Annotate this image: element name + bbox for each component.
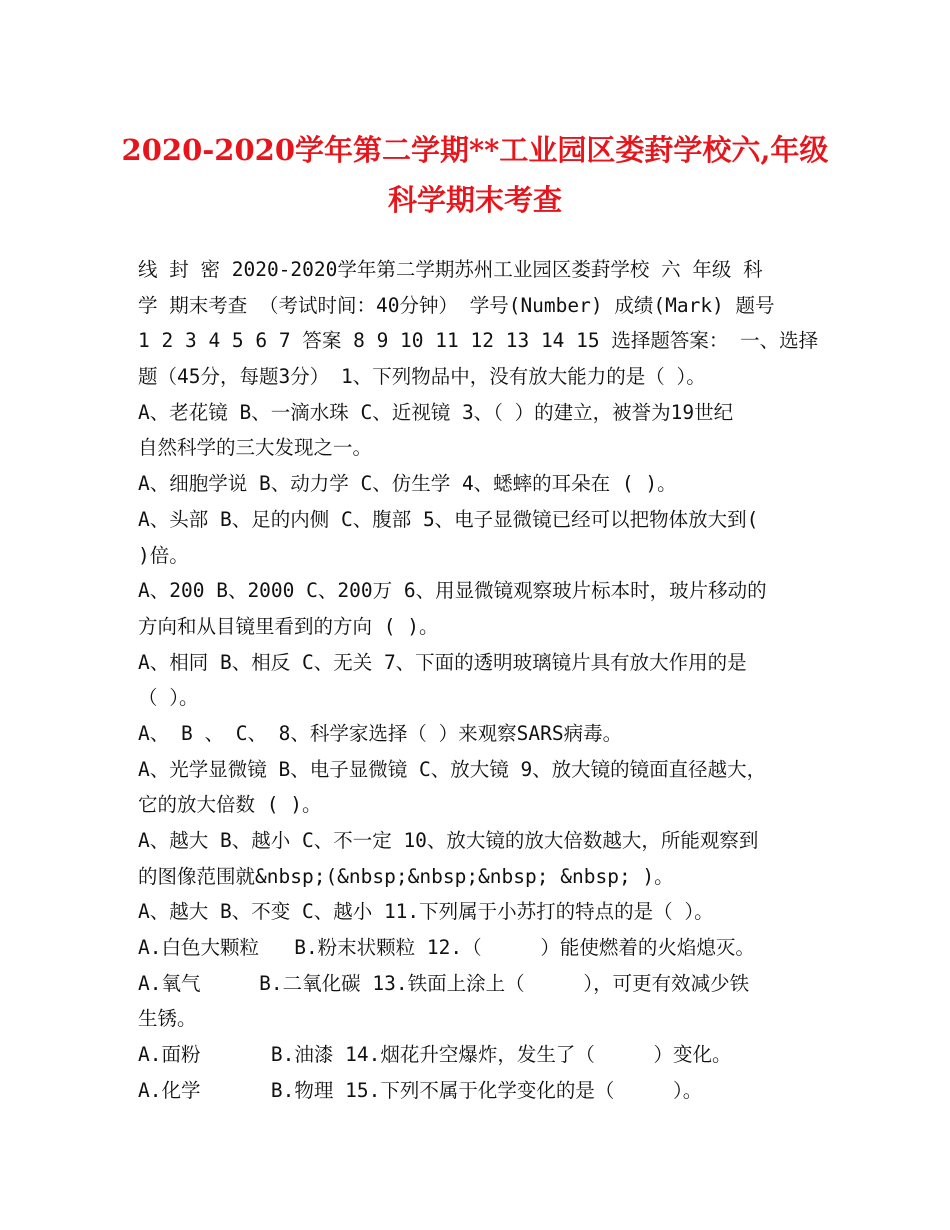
body-line: A、光学显微镜 B、电子显微镜 C、放大镜 9、放大镜的镜面直径越大，	[138, 757, 767, 781]
body-line: A、 B 、 C、 8、科学家选择（ ）来观察SARS病毒。	[138, 721, 623, 745]
body-line: A、老花镜 B、一滴水珠 C、近视镜 3、（ ）的建立，被誉为19世纪	[138, 400, 734, 424]
body-line: 生锈。	[138, 1007, 197, 1031]
document-title-line-2: 科学期末考查	[387, 183, 562, 217]
body-line: 方向和从目镜里看到的方向 ( )。	[138, 614, 439, 638]
document-title-line-1: 2020-2020学年第二学期**工业园区娄葑学校六,年级	[121, 133, 829, 167]
body-line: 它的放大倍数 ( )。	[138, 793, 322, 817]
document-body	[138, 252, 818, 1109]
body-line: )倍。	[138, 543, 189, 567]
body-line: A.面粉 B.油漆 14.烟花升空爆炸，发生了（ ）变化。	[138, 1043, 732, 1067]
body-line: A、越大 B、越小 C、不一定 10、放大镜的放大倍数越大，所能观察到	[138, 829, 759, 852]
body-line: A、细胞学说 B、动力学 C、仿生学 4、蟋蟀的耳朵在 ( )。	[138, 472, 677, 496]
body-line: 题（45分，每题3分） 1、下列物品中，没有放大能力的是（ ）。	[138, 365, 706, 389]
body-line: （ ）。	[138, 686, 199, 710]
body-line: 学 期末考查 （考试时间：40分钟） 学号(Number) 成绩(Mark) 题号	[138, 293, 775, 317]
body-line: A、越大 B、不变 C、越小 11.下列属于小苏打的特点的是（ ）。	[138, 900, 714, 924]
body-line: 自然科学的三大发现之一。	[138, 436, 373, 460]
body-line: A.氧气 B.二氧化碳 13.铁面上涂上（ ），可更有效减少铁	[138, 971, 750, 995]
body-line: A、200 B、2000 C、200万 6、用显微镜观察玻片标本时，玻片移动的	[138, 579, 767, 603]
body-line: 1 2 3 4 5 6 7 答案 8 9 10 11 12 13 14 15 选择题答案： 一、选择	[138, 329, 819, 353]
body-line: A.化学 B.物理 15.下列不属于化学变化的是（ ）。	[138, 1078, 703, 1102]
body-line: A.白色大颗粒 B.粉末状颗粒 12.（ ）能使燃着的火焰熄灭。	[138, 936, 755, 960]
body-line: 线 封 密 2020-2020学年第二学期苏州工业园区娄葑学校 六 年级 科	[138, 258, 763, 281]
body-line: 的图像范围就&nbsp;(&nbsp;&nbsp;&nbsp; &nbsp; )。	[138, 864, 674, 888]
body-line: A、相同 B、相反 C、无关 7、下面的透明玻璃镜片具有放大作用的是	[138, 650, 747, 674]
body-line: A、头部 B、足的内侧 C、腹部 5、电子显微镜已经可以把物体放大到(	[138, 507, 759, 531]
